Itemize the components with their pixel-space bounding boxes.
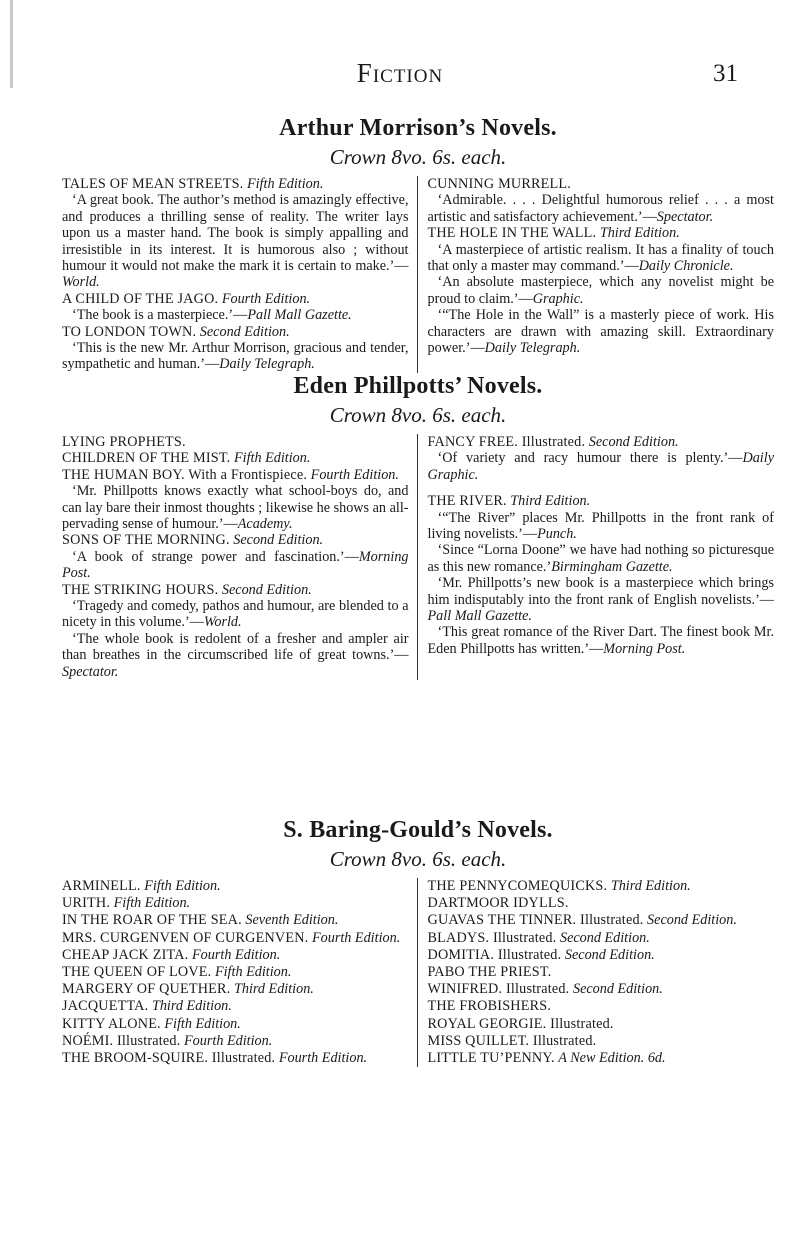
book-entry (428, 895, 775, 912)
section-title: Eden Phillpotts’ Novels. (293, 373, 543, 399)
book-entry (62, 324, 409, 340)
edition-note: Fourth Edition. (310, 466, 399, 483)
book-title: JACQUETTA. (62, 998, 149, 1015)
book-entry (62, 912, 409, 929)
book-title: GUAVAS THE TINNER. Illustrated. (427, 912, 644, 929)
price-label: 6s. each. (432, 847, 507, 871)
book-entry (428, 998, 775, 1015)
right-column (417, 176, 775, 373)
section-columns (62, 176, 774, 373)
book-title: IN THE ROAR OF THE SEA. (62, 912, 242, 929)
edition-note: A New Edition. 6d. (558, 1050, 666, 1067)
book-title: THE HUMAN BOY. With a Frontispiece. (62, 466, 308, 483)
review-quote (428, 624, 775, 657)
quote-source: World. (203, 614, 242, 631)
edition-note: Second Edition. (588, 434, 679, 450)
book-entry (428, 493, 775, 509)
book-title: MRS. CURGENVEN OF CURGENVEN. (62, 929, 309, 946)
edition-note: Second Edition. (572, 981, 663, 998)
book-entry (428, 1050, 775, 1067)
left-column (62, 176, 417, 373)
book-title: LITTLE TU’PENNY. (427, 1050, 555, 1067)
review-quote (62, 307, 409, 323)
quote-text: ‘Admirable. . . . Delightful humorous relief . . . a most artistic and satisfactory achievement.’— (427, 192, 774, 225)
edition-note: Fifth Edition. (144, 878, 221, 894)
quote-text: ‘Mr. Phillpotts’s new book is a masterpiece which brings him indisputably into the front rank of English novelists.’— (427, 575, 774, 608)
review-quote (62, 340, 409, 373)
edition-note: Third Edition. (510, 493, 591, 510)
quote-text: ‘This is the new Mr. Arthur Morrison, gracious and tender, sympathetic and human.’— (62, 340, 409, 373)
book-title: MARGERY OF QUETHER. (62, 981, 231, 998)
review-quote (428, 274, 775, 307)
quote-text: ‘A book of strange power and fascination.’— (72, 548, 359, 565)
quote-text: ‘A masterpiece of artistic realism. It has a finality of touch that only a master may command.’— (427, 241, 774, 275)
edition-note: Third Edition. (151, 998, 232, 1015)
book-entry (62, 878, 409, 895)
quote-source: Spectator. (656, 208, 714, 225)
quote-source: Punch. (537, 526, 577, 543)
book-entry (428, 964, 775, 981)
page-number: 31 (713, 60, 738, 87)
book-title: PABO THE PRIEST. (427, 964, 552, 981)
quote-source: Morning Post. (62, 548, 409, 582)
edition-note: Fourth Edition. (221, 290, 311, 307)
review-quote (428, 242, 775, 275)
edition-note: Second Edition. (233, 532, 324, 549)
quote-source: World. (62, 274, 100, 291)
book-entry (428, 176, 775, 192)
edition-note: Second Edition. (647, 912, 737, 929)
book-title: THE FROBISHERS. (427, 998, 552, 1015)
review-quote (428, 450, 775, 483)
section-columns (62, 434, 774, 680)
left-column (62, 878, 417, 1067)
quote-source: Birmingham Gazette. (551, 558, 673, 575)
edition-note: Fifth Edition. (164, 1015, 241, 1032)
right-column (417, 878, 775, 1067)
quote-source: Pall Mall Gazette. (247, 307, 352, 324)
book-title: WINIFRED. Illustrated. (427, 981, 570, 998)
section-subtitle (62, 402, 774, 428)
book-entry (62, 964, 409, 981)
book-entry (62, 895, 409, 912)
edition-note: Third Edition. (599, 225, 680, 242)
edition-note: Third Edition. (610, 878, 691, 894)
quote-text: ‘A great book. The author’s method is amazingly effective, and produces a thrilling sense of reality. The writer lays upon us a master hand. The book is simply appalling and irresistible in its interest. It is humorous also ; without humour it would not make the mark it is certain to make.’— (62, 192, 409, 275)
book-title: DARTMOOR IDYLLS. (427, 895, 569, 912)
edition-note: Second Edition. (559, 929, 650, 946)
edition-note: Fifth Edition. (113, 895, 191, 912)
book-entry (62, 981, 409, 998)
left-column (62, 434, 417, 680)
format-label: Crown 8vo. (329, 403, 427, 427)
book-title: KITTY ALONE. (62, 1015, 161, 1032)
review-quote (62, 598, 409, 631)
edition-note: Second Edition. (199, 323, 290, 340)
section-morrison (62, 114, 774, 373)
edition-note: Fifth Edition. (233, 450, 311, 467)
book-title: MISS QUILLET. Illustrated. (427, 1032, 597, 1049)
book-entry (62, 467, 409, 483)
edition-note: Fifth Edition. (246, 176, 324, 192)
spacer (428, 483, 775, 493)
review-quote (428, 192, 775, 225)
section-title: S. Baring-Gould’s Novels. (283, 817, 553, 843)
book-entry (428, 930, 775, 947)
book-title: SONS OF THE MORNING. (62, 532, 230, 549)
edition-note: Third Edition. (233, 981, 314, 998)
quote-text: ‘Since “Lorna Doone” we have had nothing so picturesque as this new romance.’ (427, 542, 774, 575)
review-quote (428, 307, 775, 356)
book-title: CHEAP JACK ZITA. (62, 946, 189, 963)
price-label: 6s. each. (432, 145, 507, 169)
running-title: Fiction (356, 58, 444, 88)
edition-note: Second Edition. (564, 946, 655, 963)
book-title: THE HOLE IN THE WALL. (427, 225, 597, 242)
review-quote (428, 510, 775, 543)
price-label: 6s. each. (432, 403, 507, 427)
edition-note: Fourth Edition. (311, 929, 401, 946)
edition-note: Second Edition. (221, 581, 312, 598)
book-title: URITH. (62, 895, 111, 912)
book-entry (62, 930, 409, 947)
book-entry (62, 434, 409, 450)
book-title: THE RIVER. (427, 493, 507, 510)
book-title: DOMITIA. Illustrated. (427, 946, 562, 963)
review-quote (62, 192, 409, 290)
section-subtitle (62, 846, 774, 872)
book-entry (62, 450, 409, 466)
quote-source: Graphic. (532, 290, 584, 307)
quote-source: Daily Graphic. (427, 450, 774, 483)
quote-source: Daily Telegraph. (219, 356, 315, 373)
quote-source: Spectator. (62, 663, 119, 680)
book-title: CHILDREN OF THE MIST. (62, 450, 231, 467)
format-label: Crown 8vo. (329, 145, 427, 169)
book-title: TALES OF MEAN STREETS. (62, 176, 244, 192)
book-title: THE PENNYCOMEQUICKS. (427, 878, 608, 894)
edition-note: Fourth Edition. (192, 946, 281, 963)
book-title: THE STRIKING HOURS. (62, 581, 219, 598)
quote-text: ‘This great romance of the River Dart. The finest book Mr. Eden Phillpotts has written.’— (427, 624, 774, 657)
book-entry (62, 1050, 409, 1067)
book-entry (428, 225, 775, 241)
review-quote (428, 575, 775, 624)
book-entry (428, 1033, 775, 1050)
quote-text: ‘Of variety and racy humour there is plenty.’— (437, 450, 743, 467)
book-title: LYING PROPHETS. (62, 434, 186, 450)
quote-text: ‘“The Hole in the Wall” is a masterly piece of work. His characters are drawn with amazing skill. Extraordinary power.’— (427, 307, 774, 357)
quote-text: ‘An absolute masterpiece, which any novelist might be proud to claim.’— (427, 274, 774, 307)
edition-note: Fifth Edition. (214, 964, 292, 981)
book-title: FANCY FREE. Illustrated. (427, 434, 586, 450)
edition-note: Seventh Edition. (245, 912, 339, 929)
quote-source: Academy. (237, 516, 293, 533)
section-phillpotts (62, 372, 774, 680)
book-entry (62, 176, 409, 192)
book-title: A CHILD OF THE JAGO. (62, 290, 219, 307)
book-entry (62, 998, 409, 1015)
edition-note: Fourth Edition. (278, 1050, 368, 1067)
book-entry (62, 582, 409, 598)
page-header (0, 58, 800, 92)
section-baring-gould (62, 816, 774, 1067)
quote-text: ‘“The River” places Mr. Phillpotts in the front rank of living novelists.’— (427, 509, 774, 543)
quote-text: ‘Tragedy and comedy, pathos and humour, are blended to a nicety in this volume.’— (62, 598, 409, 631)
book-entry (62, 532, 409, 548)
review-quote (62, 549, 409, 582)
quote-source: Pall Mall Gazette. (427, 608, 532, 625)
book-entry (62, 1033, 409, 1050)
book-entry (428, 947, 775, 964)
book-title: ROYAL GEORGIE. Illustrated. (427, 1015, 614, 1032)
review-quote (62, 483, 409, 532)
right-column (417, 434, 775, 680)
book-title: CUNNING MURRELL. (427, 176, 571, 192)
book-entry (62, 1016, 409, 1033)
quote-text: ‘Mr. Phillpotts knows exactly what school-boys do, and can lay bare their inmost thoughts ; likewise he shows an all-pervading sense of humour.’— (62, 483, 409, 533)
book-entry (428, 434, 775, 450)
review-quote (428, 542, 775, 575)
book-title: TO LONDON TOWN. (62, 323, 197, 340)
edition-note: Fourth Edition. (184, 1032, 273, 1049)
book-entry (62, 291, 409, 307)
quote-source: Daily Chronicle. (638, 258, 734, 275)
review-quote (62, 631, 409, 680)
book-title: NOÉMI. Illustrated. (62, 1032, 181, 1049)
book-title: ARMINELL. (62, 878, 141, 894)
book-entry (428, 878, 775, 895)
book-entry (428, 1016, 775, 1033)
book-title: THE BROOM-SQUIRE. Illustrated. (62, 1050, 276, 1067)
format-label: Crown 8vo. (329, 847, 427, 871)
section-title: Arthur Morrison’s Novels. (279, 115, 557, 141)
quote-source: Morning Post. (603, 640, 686, 657)
section-subtitle (62, 144, 774, 170)
book-entry (62, 947, 409, 964)
section-columns (62, 878, 774, 1067)
book-entry (428, 912, 775, 929)
book-entry (428, 981, 775, 998)
quote-source: Daily Telegraph. (484, 340, 581, 357)
quote-text: ‘The book is a masterpiece.’— (72, 307, 248, 324)
quote-text: ‘The whole book is redolent of a fresher and ampler air than breathes in the circumscribed life of great towns.’— (62, 630, 409, 664)
book-title: BLADYS. Illustrated. (427, 929, 557, 946)
book-title: THE QUEEN OF LOVE. (62, 964, 212, 981)
